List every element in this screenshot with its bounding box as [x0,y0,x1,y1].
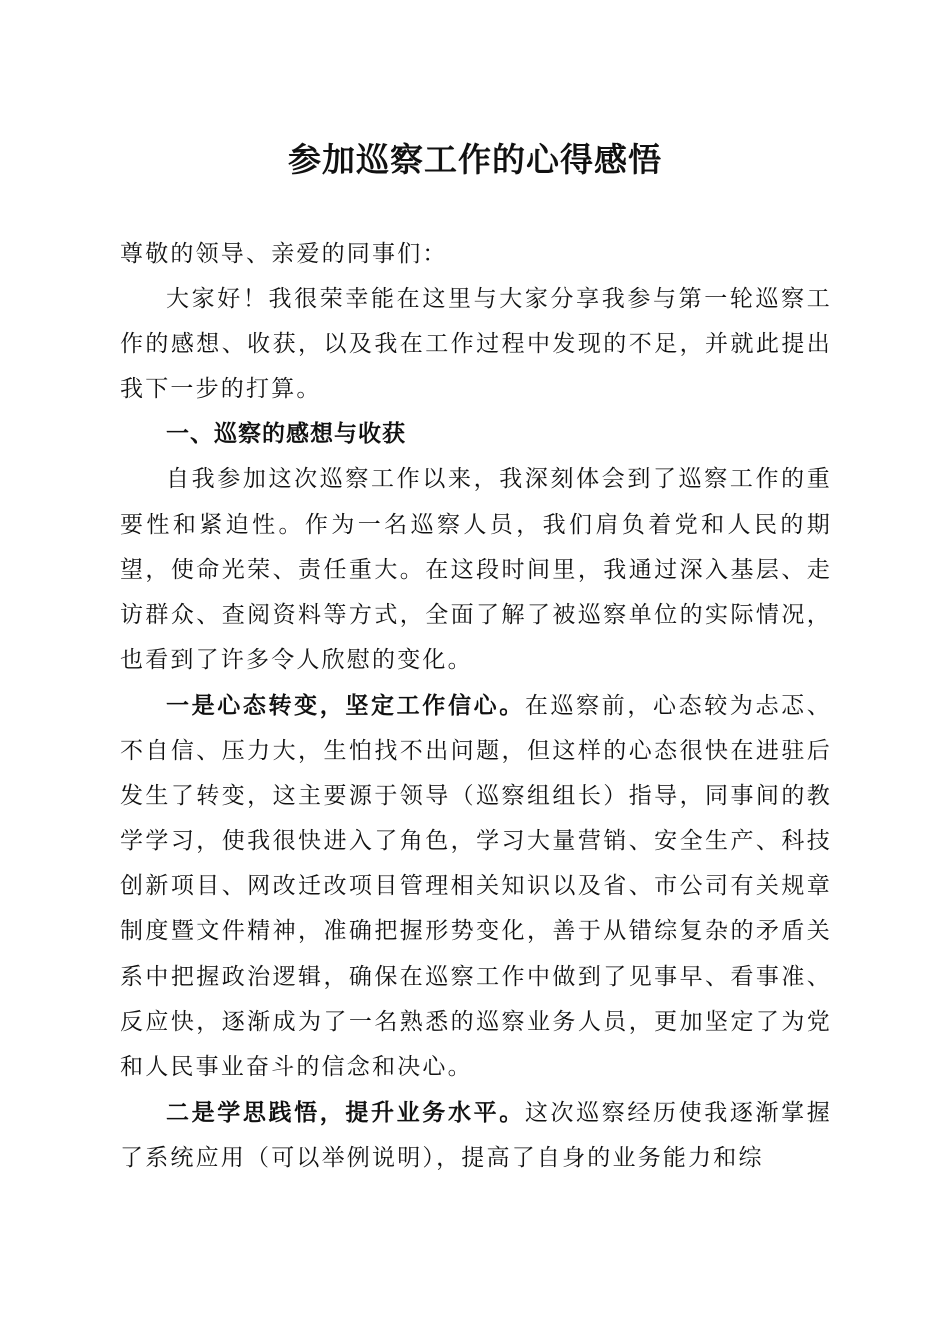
section-paragraph: 自我参加这次巡察工作以来，我深刻体会到了巡察工作的重要性和紧迫性。作为一名巡察人员，我们肩负着党和人民的期望，使命光荣、责任重大。在这段时间里，我通过深入基层、走访群众、查阅资料等方式，全面了解了被巡察单位的实际情况，也看到了许多令人欣慰的变化。 [120,466,832,673]
document-body [120,232,832,1181]
point-one-text: 在巡察前，心态较为忐忑、不自信、压力大，生怕找不出问题，但这样的心态很快在进驻后发生了转变，这主要源于领导（巡察组组长）指导，同事间的教学学习，使我很快进入了角色，学习大量营销、安全生产、科技创新项目、网改迁改项目管理相关知识以及省、市公司有关规章制度暨文件精神，准确把握形势变化，善于从错综复杂的矛盾关系中把握政治逻辑，确保在巡察工作中做到了见事早、看事准、反应快，逐渐成为了一名熟悉的巡察业务人员，更加坚定了为党和人民事业奋斗的信念和决心。 [120,692,832,1080]
document-title: 参加巡察工作的心得感悟 [288,140,662,179]
point-two-paragraph [120,1090,832,1181]
point-two-lead: 二是学思践悟，提升业务水平。 [166,1098,525,1126]
section-heading: 一、巡察的感想与收获 [166,421,406,448]
point-two-text: 这次巡察经历使我逐渐掌握了系统应用（可以举例说明），提高了自身的业务能力和综 [120,1099,832,1171]
point-one-lead: 一是心态转变，坚定工作信心。 [166,691,525,719]
intro-paragraph: 大家好！我很荣幸能在这里与大家分享我参与第一轮巡察工作的感想、收获，以及我在工作过程中发现的不足，并就此提出我下一步的打算。 [120,286,832,403]
point-one-paragraph [120,683,832,1090]
salutation: 尊敬的领导、亲爱的同事们： [120,241,448,267]
